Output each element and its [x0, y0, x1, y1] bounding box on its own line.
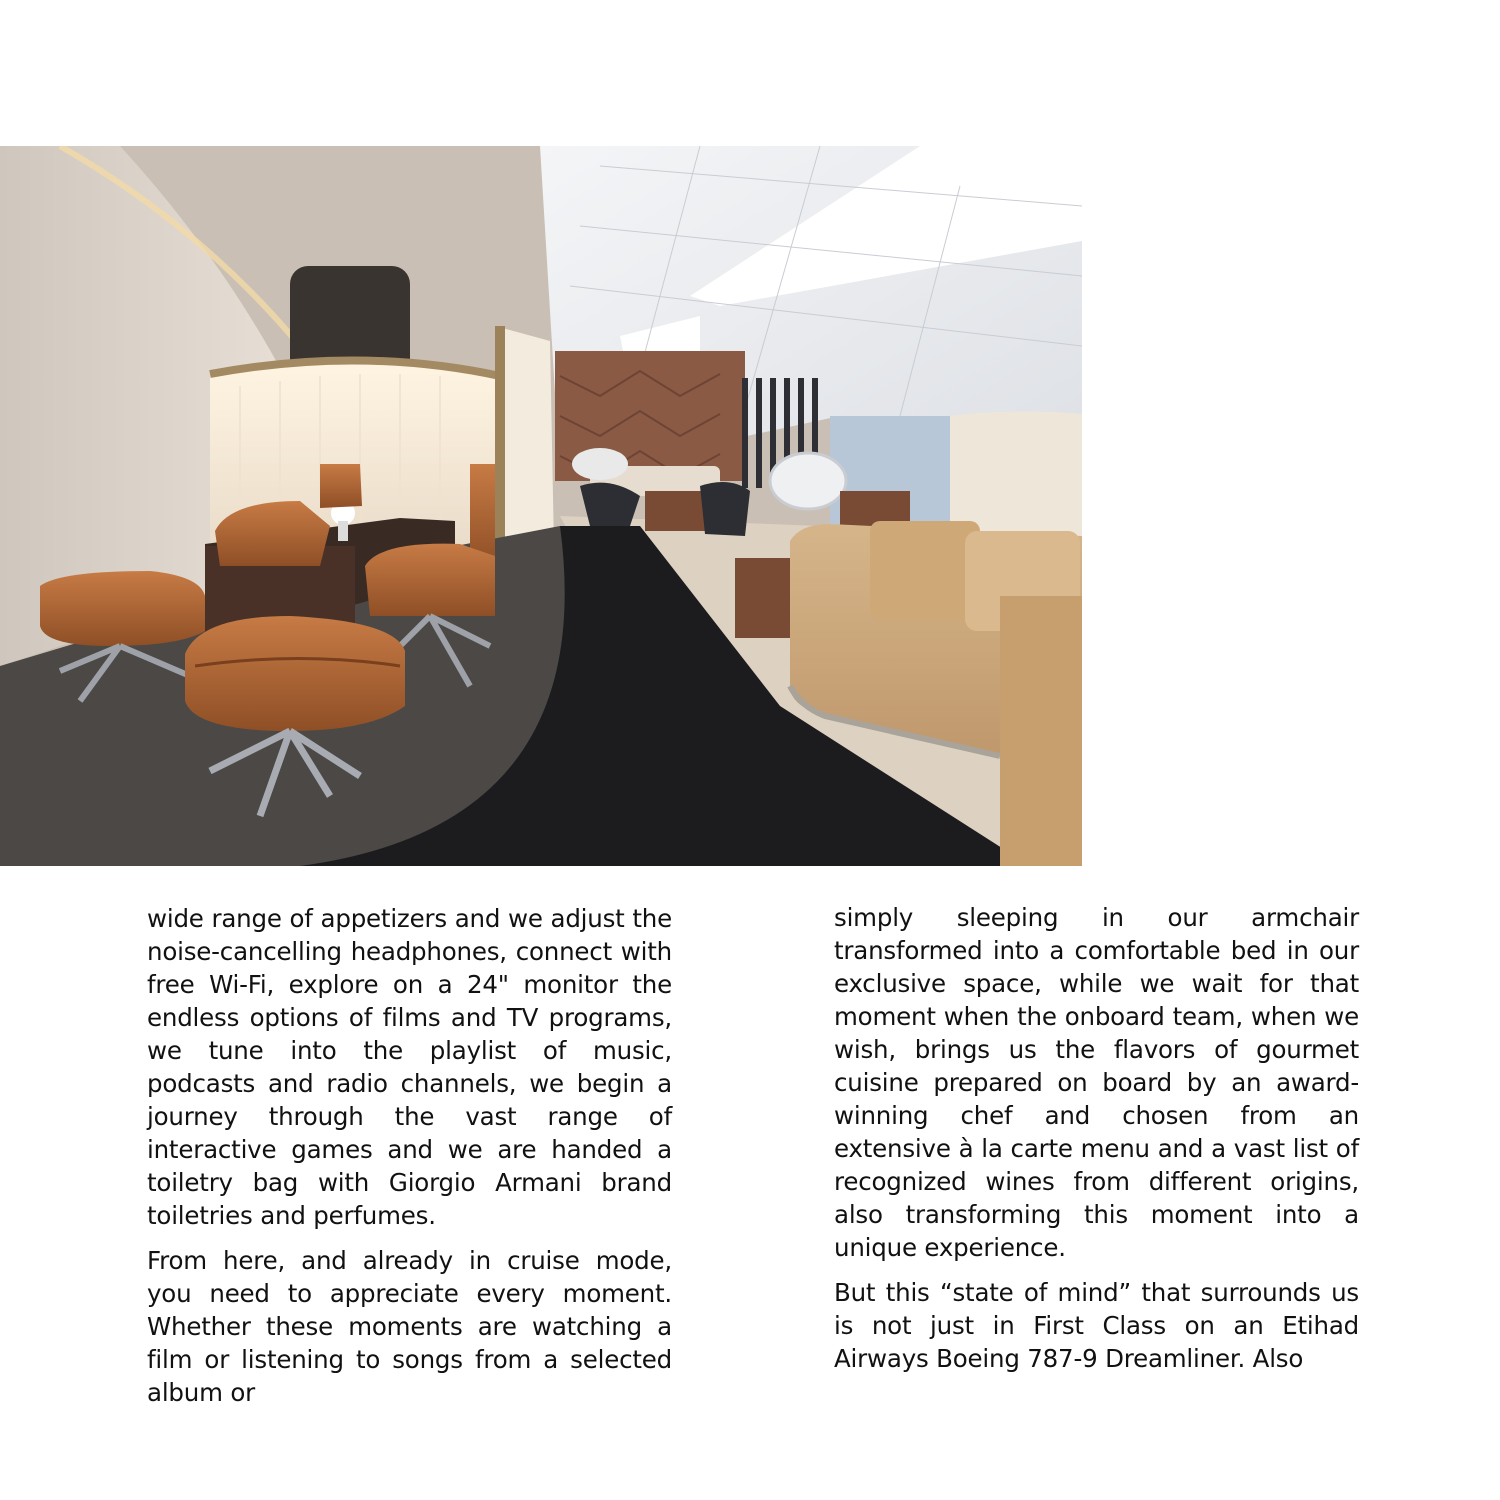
left-paragraph-2: From here, and already in cruise mode, you need to appreciate every moment. Whether these moments are watching a film or listening to songs from a selected album or — [147, 1246, 672, 1407]
right-text-column — [834, 901, 1359, 1387]
right-paragraph-1: simply sleeping in our armchair transformed into a comfortable bed in our exclusive space, while we wait for that moment when the onboard team, when we wish, brings us the flavors of gourmet cuisine prepared on board by an award-winning chef and chosen from an extensive à la carte menu and a vast list of recognized wines from different origins, also transforming this moment into a unique experience. — [834, 903, 1359, 1262]
lounge-photo — [0, 146, 1082, 866]
left-paragraph-1: wide range of appetizers and we adjust the noise-cancelling headphones, connect with free Wi-Fi, explore on a 24" monitor the endless options of films and TV programs, we tune into the playlist of music, podcasts and radio channels, we begin a journey through the vast range of interactive games and we are handed a toiletry bag with Giorgio Armani brand toiletries and perfumes. — [147, 904, 672, 1230]
left-text-column — [147, 902, 672, 1421]
right-paragraph-2: But this “state of mind” that surrounds us is not just in First Class on an Etihad Airways Boeing 787-9 Dreamliner. Also — [834, 1278, 1359, 1373]
